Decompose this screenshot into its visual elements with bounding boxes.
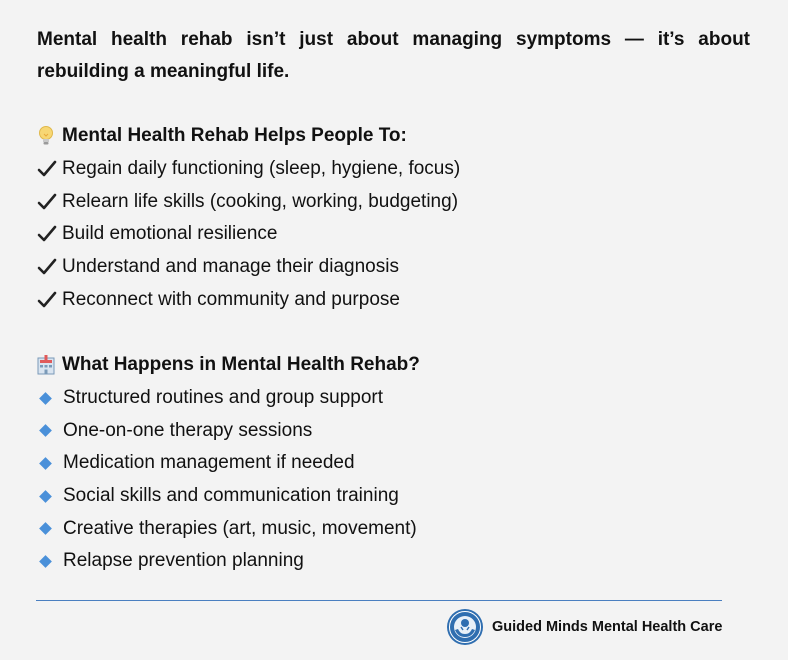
helps-heading [37,124,407,148]
list-item-text: Regain daily functioning (sleep, hygiene, focus) [62,158,461,180]
checkmark-icon [37,159,57,179]
list-item [37,283,460,316]
list-item [37,251,460,284]
list-item-text: Understand and manage their diagnosis [62,256,399,278]
blue-diamond-icon [39,522,52,535]
checkmark-icon [37,257,57,277]
happens-list [37,382,417,578]
checkmark-icon [37,224,57,244]
list-item [37,218,460,251]
blue-diamond-icon [39,490,52,503]
list-item-text: Structured routines and group support [63,387,384,409]
lightbulb-icon [37,125,55,147]
list-item [37,480,417,513]
list-item-text: Relapse prevention planning [63,550,304,572]
list-item [37,512,417,545]
guided-minds-logo-icon [446,608,484,646]
list-item [37,382,417,415]
happens-title: What Happens in Mental Health Rehab? [62,354,420,375]
blue-diamond-icon [39,425,52,438]
list-item-text: Social skills and communication training [63,485,399,507]
list-item-text: Build emotional resilience [62,223,278,245]
list-item [37,447,417,480]
list-item [37,153,460,186]
happens-heading [37,353,420,377]
list-item [37,545,417,578]
helps-title: Mental Health Rehab Helps People To: [62,125,407,146]
hospital-icon [37,354,55,376]
footer [446,608,722,646]
intro-text: Mental health rehab isn’t just about managing symptoms — it’s about rebuilding a meaningful life. [37,29,750,82]
list-item [37,186,460,219]
footer-divider [36,600,722,601]
list-item [37,415,417,448]
footer-brand: Guided Minds Mental Health Care [492,619,723,635]
list-item-text: Creative therapies (art, music, movement) [63,517,417,539]
helps-list [37,153,460,316]
list-item-text: Relearn life skills (cooking, working, budgeting) [62,190,459,212]
list-item-text: Medication management if needed [63,452,355,474]
blue-diamond-icon [39,392,52,405]
list-item-text: One-on-one therapy sessions [63,419,313,441]
blue-diamond-icon [39,555,52,568]
list-item-text: Reconnect with community and purpose [62,288,400,310]
checkmark-icon [37,192,57,212]
checkmark-icon [37,290,57,310]
blue-diamond-icon [39,457,52,470]
